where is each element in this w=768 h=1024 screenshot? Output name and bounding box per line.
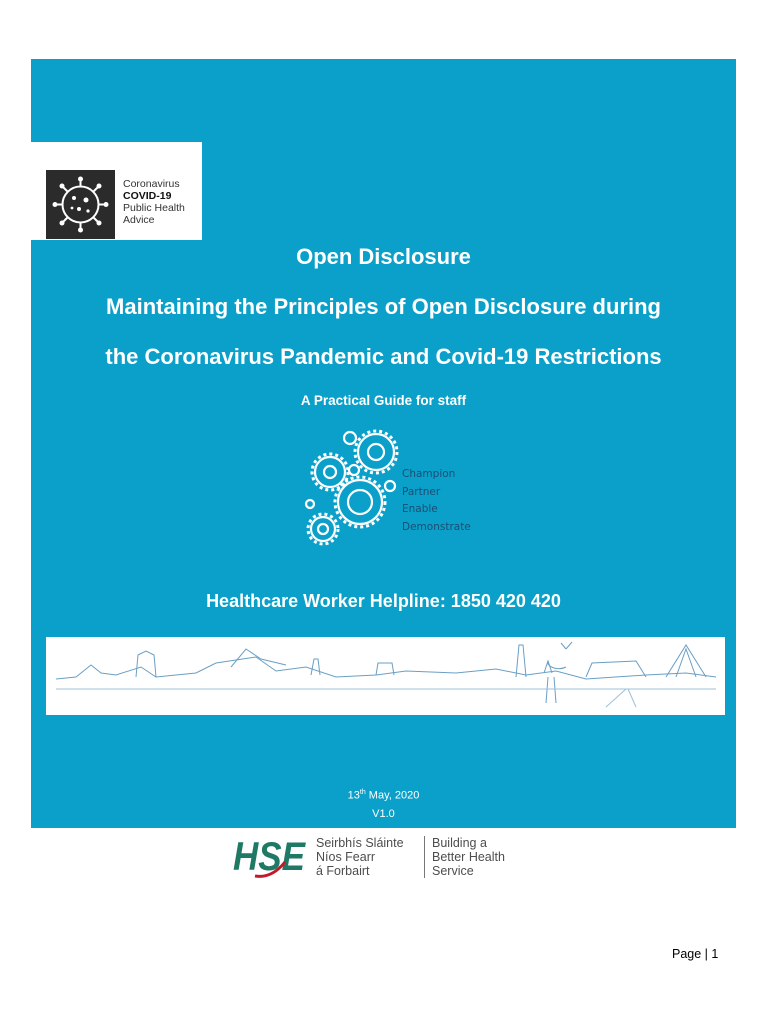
- hse-tagline-english: [432, 836, 505, 878]
- document-title: Open Disclosure: [296, 244, 471, 269]
- hse-tagline-line: Níos Fearr: [316, 850, 376, 864]
- badge-line: Coronavirus: [123, 178, 180, 190]
- badge-text: [123, 178, 185, 226]
- badge-line: Public Health: [123, 202, 185, 214]
- document-date: [31, 784, 736, 823]
- date-ordinal: th: [359, 789, 366, 796]
- hse-tagline-line: Service: [432, 864, 474, 878]
- guide-label: A Practical Guide for staff: [300, 393, 467, 408]
- document-version: V1.0: [372, 807, 395, 820]
- document-subtitle-line-2: the Coronavirus Pandemic and Covid-19 Restrictions: [105, 344, 662, 369]
- hse-tagline-line: Better Health: [432, 850, 505, 864]
- badge-line: COVID-19: [123, 190, 172, 202]
- gear-words: [402, 466, 471, 536]
- hse-divider: [424, 836, 425, 878]
- document-subtitle-line-1: Maintaining the Principles of Open Disclosure during: [106, 294, 661, 319]
- virus-icon: [46, 170, 115, 239]
- date-rest: May, 2020: [365, 789, 420, 802]
- hse-tagline-line: Seirbhís Sláinte: [316, 836, 404, 850]
- gear-word: Partner: [402, 485, 441, 498]
- covid-advice-badge: [31, 142, 202, 240]
- hse-tagline-line: á Forbairt: [316, 864, 370, 878]
- gear-word: Demonstrate: [402, 520, 471, 533]
- page-number: Page | 1: [672, 947, 719, 961]
- landscape-banner: [46, 637, 725, 715]
- date-line: [31, 784, 736, 805]
- landscape-skyline-icon: [46, 637, 725, 715]
- hse-logo-text: HSE: [233, 835, 307, 879]
- badge-line: Advice: [123, 214, 155, 226]
- gear-word: Enable: [402, 503, 438, 515]
- hse-logo: [233, 832, 309, 880]
- helpline-text: Healthcare Worker Helpline: 1850 420 420: [206, 591, 561, 611]
- hse-tagline-irish: [316, 836, 404, 878]
- gear-word: Champion: [402, 468, 456, 480]
- hse-tagline-line: Building a: [432, 836, 487, 850]
- gears-icon: [298, 424, 408, 549]
- date-day: 13: [347, 789, 360, 802]
